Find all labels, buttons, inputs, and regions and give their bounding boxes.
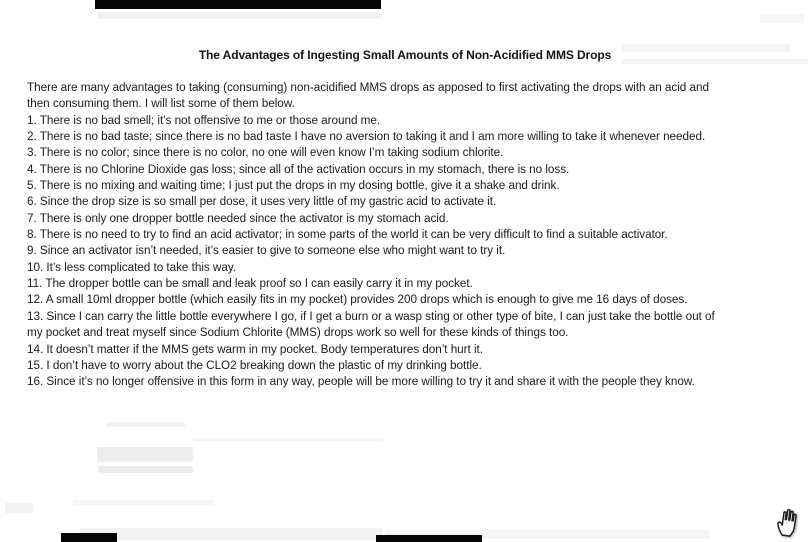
body-text-line: 5. There is no mixing and waiting time; I just put the drops in my dosing bottle, give it a shake and drink. xyxy=(27,179,560,193)
document-title: The Advantages of Ingesting Small Amounts of Non-Acidified MMS Drops xyxy=(198,48,612,62)
body-text-line: 15. I don’t have to worry about the CLO2 breaking down the plastic of my drinking bottle. xyxy=(27,358,482,372)
body-text-line: 4. There is no Chlorine Dioxide gas loss; since all of the activation occurs in my stomach, there is no loss. xyxy=(27,162,570,176)
ghost-artifact xyxy=(760,14,804,23)
body-text-line: 1. There is no bad smell; it’s not offensive to me or those around me. xyxy=(27,113,381,127)
ghost-artifact xyxy=(97,12,380,19)
ghost-artifact xyxy=(98,466,193,473)
ghost-artifact xyxy=(193,438,383,441)
body-text-line: 13. Since I can carry the little bottle everywhere I go, if I get a burn or a wasp sting or other type of bite, I can just take the bottle out of xyxy=(27,309,715,323)
ghost-artifact xyxy=(5,503,33,513)
body-text-line: then consuming them. I will list some of them below. xyxy=(27,97,295,111)
ghost-artifact xyxy=(73,500,213,505)
grab-hand-cursor-icon xyxy=(775,502,806,540)
document-body xyxy=(27,80,789,391)
ghost-artifact xyxy=(80,528,383,540)
body-text-line: 10. It’s less complicated to take this way. xyxy=(27,260,237,274)
body-text-line: 2. There is no bad taste; since there is no bad taste I have no aversion to taking it and I am more willing to take it whenever needed. xyxy=(27,130,706,144)
body-text-line: There are many advantages to taking (consuming) non-acidified MMS drops as apposed to first activating the drops with an acid and xyxy=(27,81,709,94)
body-text-line: 9. Since an activator isn’t needed, it’s easier to give to someone else who might want to try it. xyxy=(27,244,506,258)
ghost-artifact xyxy=(97,447,193,462)
body-text-line: 14. It doesn’t matter if the MMS gets warm in my pocket. Body temperatures don’t hurt it. xyxy=(27,342,483,356)
body-text-line: 8. There is no need to try to find an acid activator; in some parts of the world it can be very difficult to find a suitable activator. xyxy=(27,228,668,242)
ghost-artifact xyxy=(107,422,185,427)
redaction-bar-top xyxy=(95,0,381,9)
body-text-line: 11. The dropper bottle can be small and leak proof so I can easily carry it in my pocket. xyxy=(27,277,473,291)
body-text-line: 3. There is no color; since there is no color, no one will even know I’m taking sodium chlorite. xyxy=(27,146,504,160)
body-text-line: my pocket and treat myself since Sodium Chlorite (MMS) drops work so well for these kinds of things too. xyxy=(27,326,569,340)
ghost-artifact xyxy=(385,530,710,539)
body-text-line: 6. Since the drop size is so small per dose, it uses very little of my gastric acid to activate it. xyxy=(27,195,497,209)
body-text-line: 7. There is only one dropper bottle needed since the activator is my stomach acid. xyxy=(27,211,449,225)
body-text-line: 16. Since it’s no longer offensive in this form in any way, people will be more willing to try it and share it with the people they know. xyxy=(27,375,695,389)
body-text-line: 12. A small 10ml dropper bottle (which easily fits in my pocket) provides 200 drops which is enough to give me 16 days of doses. xyxy=(27,293,688,307)
